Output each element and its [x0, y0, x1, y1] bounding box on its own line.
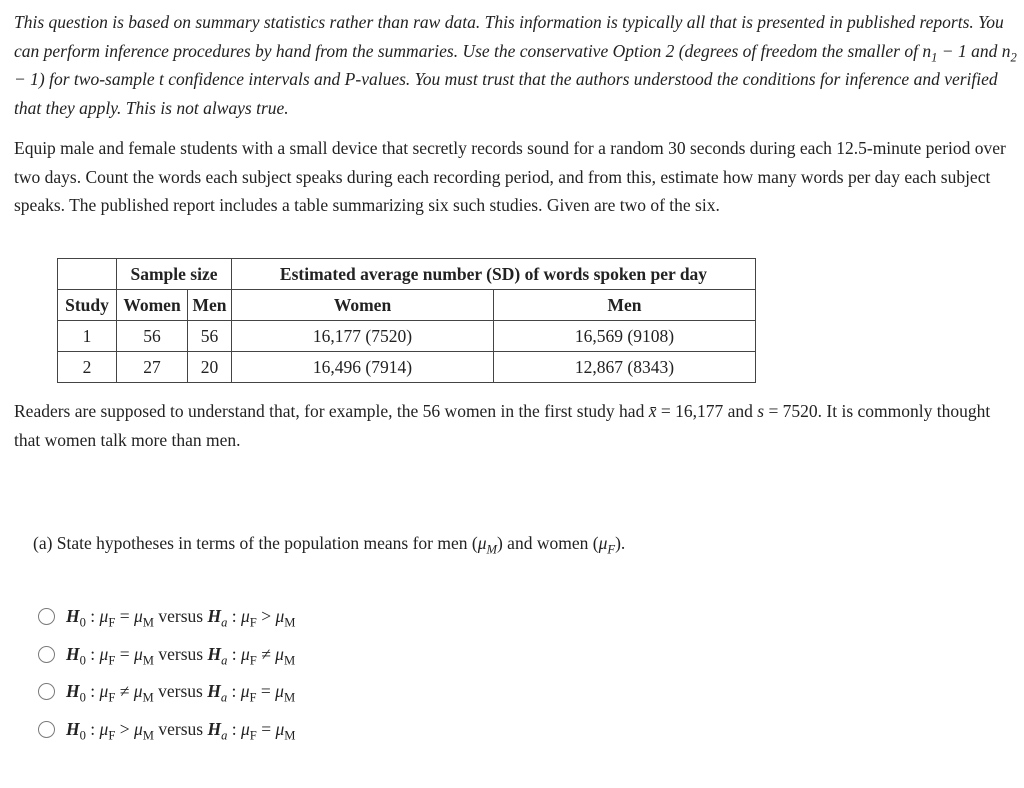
header-blank	[58, 259, 117, 290]
header-men-words: Men	[494, 290, 756, 321]
header-study: Study	[58, 290, 117, 321]
radio-button[interactable]	[38, 683, 55, 700]
hypothesis-options	[38, 598, 295, 748]
table-group-header-row	[58, 259, 756, 290]
part-a-prompt: (a) State hypotheses in terms of the population means for men $(\mu_M)$ and women $(\mu_F)$.	[33, 533, 626, 557]
header-men-n: Men	[188, 290, 232, 321]
cell-women-words: 16,496 (7914)	[232, 352, 494, 383]
radio-button[interactable]	[38, 721, 55, 738]
instructions-paragraph: This question is based on summary statistics rather than raw data. This information is typically all that is presented in published reports. You can perform inference procedures by hand from the summaries. Use the conservative Option 2 (degrees of freedom the smaller of $n_1 - 1$ and $n_2 - 1$) for two-sample t confidence intervals and P-values. You must trust that the authors understood the conditions for inference and verified that they apply. This is not always true.	[14, 12, 1017, 119]
cell-study: 1	[58, 321, 117, 352]
problem-description: Equip male and female students with a small device that secretly records sound for a random 30 seconds during each 12.5-minute period over two days. Count the words each subject speaks during each recording period, and from this, estimate how many words per day each subject speaks. The published report includes a table summarizing six such studies. Given are two of the six.	[14, 138, 1006, 216]
hypothesis-option-1[interactable]	[38, 598, 295, 636]
cell-women-words: 16,177 (7520)	[232, 321, 494, 352]
header-women-n: Women	[117, 290, 188, 321]
cell-men-n: 20	[188, 352, 232, 383]
readers-note: Readers are supposed to understand that, for example, the 56 women in the first study had x̄ = 16,177 and s = 7520. It is commonly thought that women talk more than men.	[14, 401, 991, 450]
radio-button[interactable]	[38, 646, 55, 663]
hypothesis-option-4[interactable]	[38, 711, 295, 749]
header-women-words: Women	[232, 290, 494, 321]
header-estimate: Estimated average number (SD) of words spoken per day	[232, 259, 756, 290]
cell-men-n: 56	[188, 321, 232, 352]
table-row	[58, 352, 756, 383]
table-row	[58, 321, 756, 352]
option-label: $H_0$ : $\mu_F > \mu_M$ versus $H_a$ : $\mu_F = \mu_M$	[66, 718, 296, 743]
cell-women-n: 56	[117, 321, 188, 352]
option-label: $H_0$ : $\mu_F = \mu_M$ versus $H_a$ : $\mu_F \ne \mu_M$	[66, 643, 296, 668]
header-sample-size: Sample size	[117, 259, 232, 290]
cell-women-n: 27	[117, 352, 188, 383]
cell-men-words: 12,867 (8343)	[494, 352, 756, 383]
hypothesis-option-2[interactable]	[38, 636, 295, 674]
option-label: $H_0$ : $\mu_F = \mu_M$ versus $H_a$ : $\mu_F > \mu_M$	[66, 606, 296, 630]
cell-men-words: 16,569 (9108)	[494, 321, 756, 352]
summary-statistics-table	[57, 258, 756, 383]
table-column-header-row	[58, 290, 756, 321]
hypothesis-option-3[interactable]	[38, 673, 295, 711]
radio-button[interactable]	[38, 608, 55, 625]
cell-study: 2	[58, 352, 117, 383]
option-label: $H_0$ : $\mu_F \ne \mu_M$ versus $H_a$ : $\mu_F = \mu_M$	[66, 681, 296, 705]
